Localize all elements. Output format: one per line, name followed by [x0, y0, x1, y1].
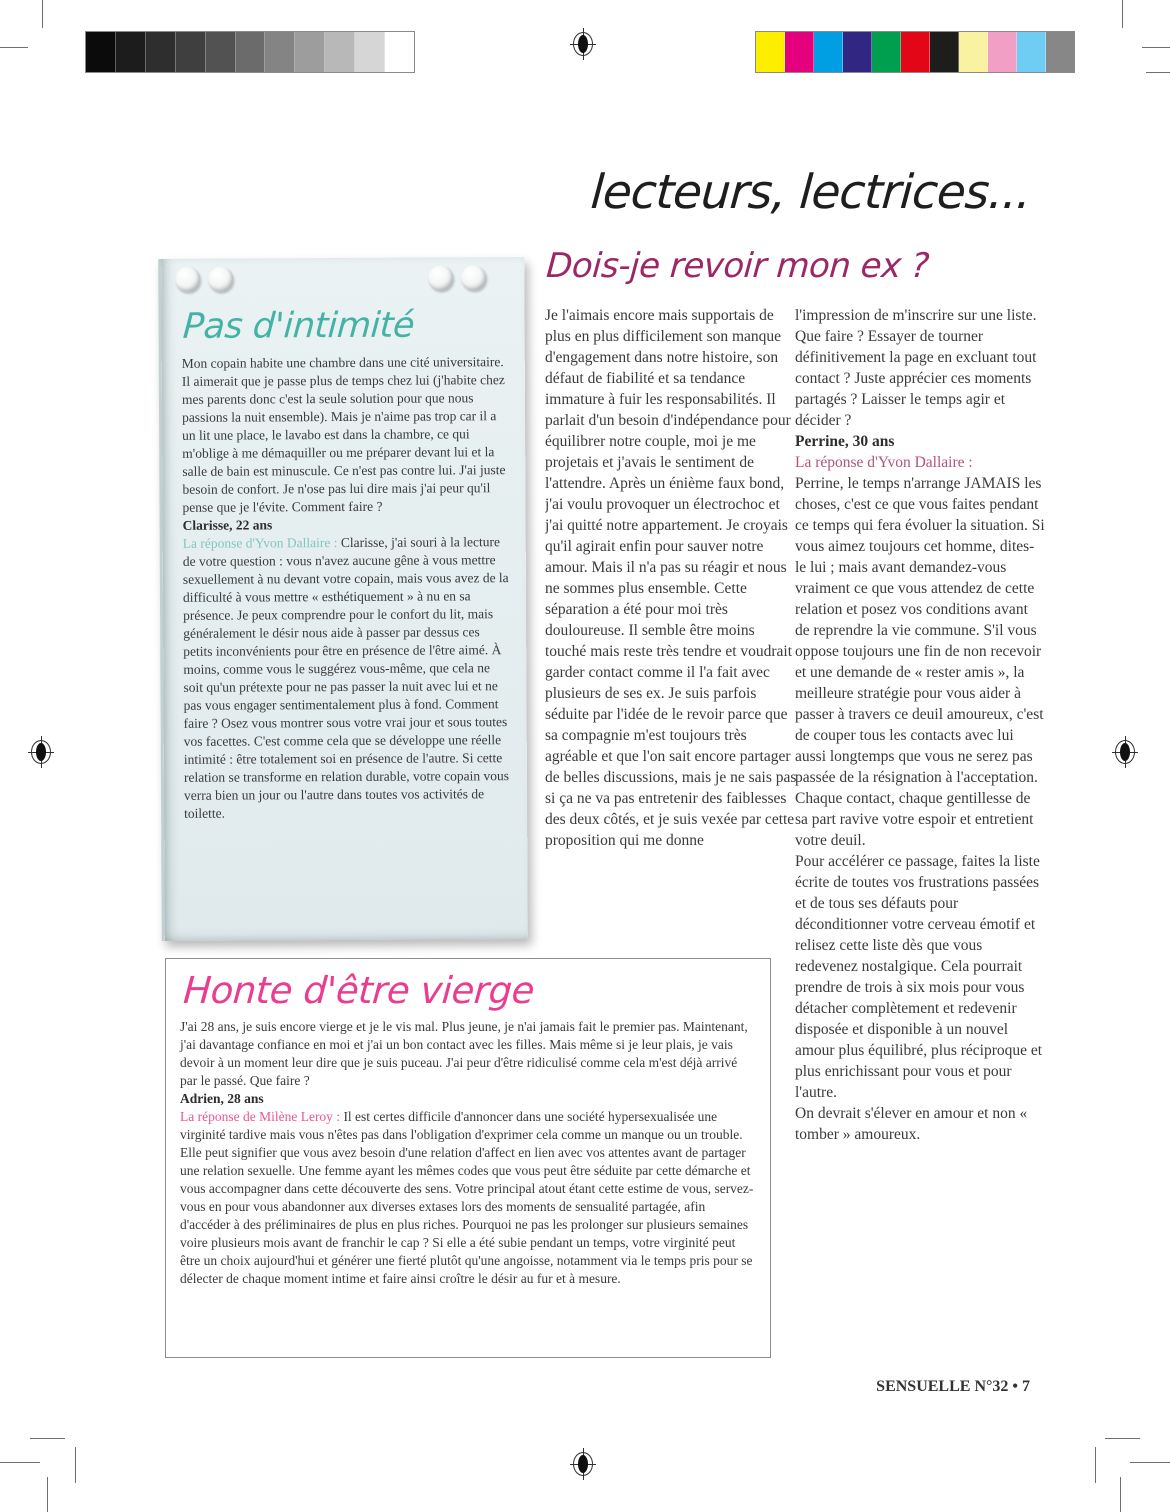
letter-question: Mon copain habite une chambre dans une cité universitaire. Il aimerait que je passe plus de temps chez lui (j'habite chez mes parents donc c'est la seule solution pour que nous passions la nuit ensemble). Mais je n'aime pas trop car il a un lit une place, le lavabo est dans la chambre, ce qui m'oblige à me démaquiller ou me préparer devant lui et la salle de bain est minuscule. Ce n'est pas contre lui. J'ai juste besoin de confort. Je n'ose pas lui dire mais j'ai peur qu'il pense que je l'évite. Comment faire ?: [181, 354, 506, 515]
letter-question: J'ai 28 ans, je suis encore vierge et je le vis mal. Plus jeune, je n'ai jamais fait le premier pas. Maintenant, j'ai davantage confiance en moi et j'ai un bon contact avec les filles. Mais même si je leur plais, je vais devoir à un moment leur dire que je suis puceau. J'ai peur d'être ridiculisé comme cela m'est déjà arrivé par le passé. Que faire ?: [180, 1019, 748, 1088]
ex-answer-paragraph-2: Pour accélérer ce passage, faites la liste écrite de toutes vos frustrations passées et de tous ses défauts pour déconditionner votre cerveau émotif et relisez cette liste dès que vous redevenez nostalgique. Cela pourrait prendre de trois à six mois pour vous détacher complètement et redevenir disposée et disponible à un nouvel amour plus équilibré, plus réciproque et plus enrichissant pour vous et pour l'autre.: [795, 853, 1043, 1101]
ex-question-part2: l'impression de m'inscrire sur une liste. Que faire ? Essayer de tourner définitivement la page en excluant tout contact ? Juste apprécier ces moments partagés ? Laisser le temps agir et décider ?: [795, 307, 1037, 429]
crop-mark: [1142, 47, 1170, 48]
calibration-swatch: [930, 32, 959, 72]
crop-mark: [0, 47, 28, 48]
crop-mark: [1130, 1462, 1170, 1463]
letter-answer: [183, 533, 512, 823]
calibration-swatch: [1017, 32, 1046, 72]
letter-heading: Honte d'être vierge: [182, 969, 536, 1012]
ex-answer-paragraph-1: Perrine, le temps n'arrange JAMAIS les choses, c'est ce que vous faites pendant ce temps qui fera évoluer la situation. Si vous aimez toujours cet homme, dites-le lui ; mais avant demandez-vous vraiment ce que vous attendez de cette relation et posez vos conditions avant de reprendre la vie commune. S'il vous oppose toujours une fin de non recevoir et une demande de « rester amis », la meilleure stratégie pour vous aider à passer à travers ce deuil amoureux, c'est de couper tous les contacts avec lui aussi longtemps que vous ne serez pas passée de la résignation à l'acceptation. Chaque contact, chaque gentillesse de sa part ravive votre espoir et entretient votre deuil.: [795, 475, 1045, 849]
calibration-swatch: [355, 32, 385, 72]
answer-text: Il est certes difficile d'annoncer dans une société hypersexualisée une virginité tardive mais vous n'êtes pas dans l'obligation d'exprimer cela comme un manque ou un trouble. Elle peut signifier que vous avez besoin d'une relation d'affect en lien avec vos attentes avant de partager une relation sexuelle. Une femme ayant les mêmes codes que vous peut être séduite par cette démarche et vous accompagner dans cette découverte des sens. Votre principal atout étant cette estime de vous, servez-vous en pour vous abandonner aux diverses extases lors des moments de sensualité partagée, afin d'accéder à des préliminaires de plus en plus riches. Pourquoi ne pas les prolonger sur plusieurs semaines voire plusieurs mois avant de franchir le cap ? Si elle a été subie pendant un temps, votre virginité peut être un choix aujourd'hui et générer une fierté plutôt qu'une angoisse, notamment via le temps pris pour se délecter de chaque moment intime et faire ainsi croître le désir au fur et à mesure.: [180, 1109, 754, 1286]
calibration-swatch: [146, 32, 176, 72]
crop-mark: [1095, 1447, 1096, 1483]
pin-hole-icon: [175, 267, 200, 292]
answer-author-label: La réponse d'Yvon Dallaire :: [182, 535, 338, 551]
calibration-swatch: [236, 32, 266, 72]
ex-article-column-2: [795, 305, 1045, 1145]
crop-mark: [1146, 72, 1170, 73]
color-calibration-bar: [755, 31, 1075, 73]
calibration-swatch: [756, 32, 785, 72]
registration-mark-right: [1112, 736, 1138, 768]
crop-mark: [30, 1438, 65, 1439]
grayscale-calibration-bar: [85, 31, 415, 73]
calibration-swatch: [843, 32, 872, 72]
calibration-swatch: [1046, 32, 1074, 72]
letter-signature: Adrien, 28 ans: [180, 1091, 264, 1106]
pin-holes-left: [175, 267, 241, 297]
pin-hole-icon: [428, 265, 453, 290]
pin-hole-icon: [208, 267, 233, 292]
pin-hole-icon: [461, 265, 486, 290]
letter-signature: Clarisse, 22 ans: [182, 517, 273, 533]
answer-author-label: La réponse de Milène Leroy :: [180, 1109, 341, 1124]
calibration-swatch: [814, 32, 843, 72]
crop-mark: [75, 1447, 76, 1483]
calibration-swatch: [86, 32, 116, 72]
registration-mark-left: [28, 736, 54, 768]
article-heading-dois-je-revoir-mon-ex: Dois-je revoir mon ex ?: [545, 246, 931, 286]
calibration-swatch: [116, 32, 146, 72]
calibration-swatch: [959, 32, 988, 72]
crop-mark: [1105, 1438, 1140, 1439]
calibration-swatch: [785, 32, 814, 72]
crop-mark: [47, 1477, 48, 1512]
calibration-swatch: [385, 32, 414, 72]
page-footer-folio: SENSUELLE N°32 • 7: [876, 1378, 1030, 1395]
letter-answer: [180, 1108, 756, 1288]
calibration-swatch: [901, 32, 930, 72]
calibration-swatch: [872, 32, 901, 72]
answer-text: Clarisse, j'ai souri à la lecture de votre question : vous n'avez aucune gêne à vous mettre sexuellement à nu devant votre copain, mais vous avez de la difficulté à vous mettre « esthétiquement » à nu en sa présence. Je peux comprendre pour le confort du lit, mais généralement le désir nous aide à passer par dessus ces petits inconvénients pour être en présence de l'être aimé. À moins, comme vous le suggérez vous-même, que cela ne soit qu'un prétexte pour ne pas passer la nuit avec lui et ne pas vous engager sentimentalement plus à fond. Comment faire ? Osez vous montrer sous votre vrai jour et sous toutes vos facettes. C'est comme cela que se développe une réelle intimité : être totalement soi en présence de l'autre. Si cette relation se transforme en relation durable, votre copain vous verra bien un jour ou l'autre dans toutes vos activités de toilette.: [182, 534, 509, 821]
calibration-swatch: [988, 32, 1017, 72]
ex-question-part1: Je l'aimais encore mais supportais de plus en plus difficilement son manque d'engagement dans notre histoire, son défaut de fiabilité et sa tendance immature à fuir les responsabilités. Il parlait d'un besoin d'indépendance pour équilibrer notre couple, moi je me projetais et j'avais le sentiment de l'attendre. Après un énième faux bond, j'ai voulu provoquer un électrochoc et j'ai quitté notre appartement. Je croyais qu'il agirait enfin pour sauver notre amour. Mais il n'a pas su réagir et nous ne sommes plus ensemble. Cette séparation a été pour moi très douloureuse. Il semble être moins touché mais reste très tendre et voudrait garder contact comme il l'a fait avec plusieurs de ses ex. Je suis parfois séduite par l'idée de le revoir parce que sa compagnie m'est toujours très agréable et que l'on sait encore partager de belles discussions, mais je ne sais pas si ça ne va pas entretenir des faiblesses des deux côtés, et je suis vexée par cette proposition qui me donne: [545, 307, 797, 849]
calibration-swatch: [265, 32, 295, 72]
registration-mark-top: [570, 28, 596, 60]
ex-signature: Perrine, 30 ans: [795, 433, 895, 450]
calibration-swatch: [176, 32, 206, 72]
page-title: lecteurs, lectrices...: [588, 165, 1032, 220]
ex-answer-author-label: La réponse d'Yvon Dallaire :: [795, 454, 973, 471]
crop-mark: [1122, 0, 1123, 28]
registration-mark-bottom: [570, 1448, 596, 1480]
ex-article-column-1: [545, 305, 797, 955]
ex-answer-paragraph-3: On devrait s'élever en amour et non « tomber » amoureux.: [795, 1105, 1028, 1143]
crop-mark: [42, 0, 43, 28]
crop-mark: [0, 1462, 40, 1463]
letter-box-pas-dintimite: [158, 257, 528, 941]
calibration-swatch: [325, 32, 355, 72]
crop-mark: [1120, 1477, 1121, 1512]
calibration-swatch: [206, 32, 236, 72]
pin-holes-right: [428, 265, 494, 295]
letter-box-honte-detre-vierge: [165, 958, 771, 1358]
calibration-swatch: [295, 32, 325, 72]
letter-heading: Pas d'intimité: [181, 305, 416, 347]
